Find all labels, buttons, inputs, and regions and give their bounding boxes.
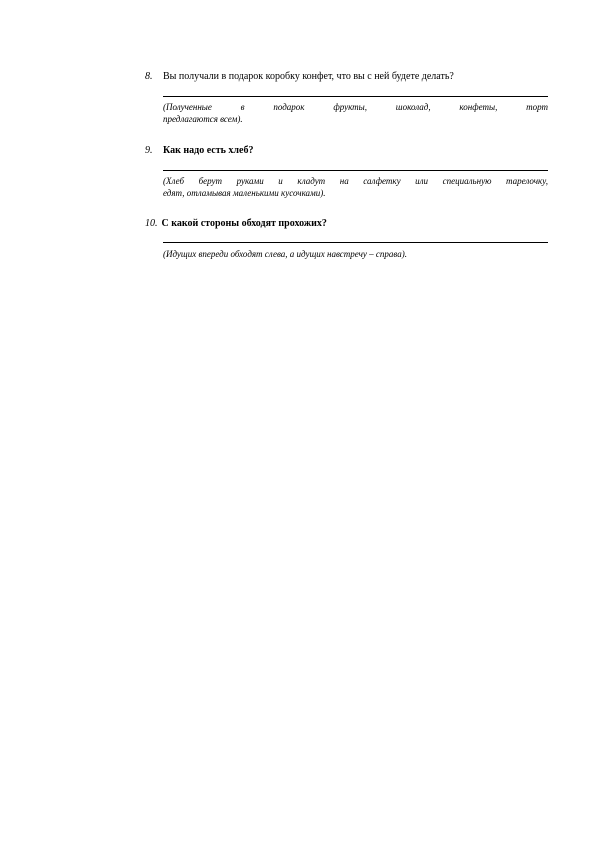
answer-text xyxy=(163,101,548,125)
answer-text: (Идущих впереди обходят слева, а идущих навстречу – справа). xyxy=(163,249,408,259)
question-line xyxy=(145,145,550,157)
question-line xyxy=(145,71,550,83)
question-text: Вы получали в подарок коробку конфет, что вы с ней будете делать? xyxy=(163,71,454,82)
question-item-10 xyxy=(145,218,550,268)
answer-line-1: (Полученные в подарок фрукты, шоколад, конфеты, торт xyxy=(163,102,548,112)
question-text: Как надо есть хлеб? xyxy=(163,145,254,156)
answer-underline xyxy=(163,242,548,243)
answer-underline xyxy=(163,96,548,97)
question-item-9 xyxy=(145,145,550,205)
question-number: 10. xyxy=(145,218,158,229)
answer-line-2: предлагаются всем). xyxy=(163,114,243,124)
question-line xyxy=(145,218,550,230)
answer-line-2: едят, отламывая маленькими кусочками). xyxy=(163,188,326,198)
question-item-8 xyxy=(145,71,550,131)
answer-text xyxy=(163,175,548,199)
question-number: 8. xyxy=(145,71,153,82)
answer-line-1: (Хлеб берут руками и кладут на салфетку или специальную тарелочку, xyxy=(163,176,548,186)
question-number: 9. xyxy=(145,145,153,156)
question-text: С какой стороны обходят прохожих? xyxy=(161,218,327,229)
answer-underline xyxy=(163,170,548,171)
